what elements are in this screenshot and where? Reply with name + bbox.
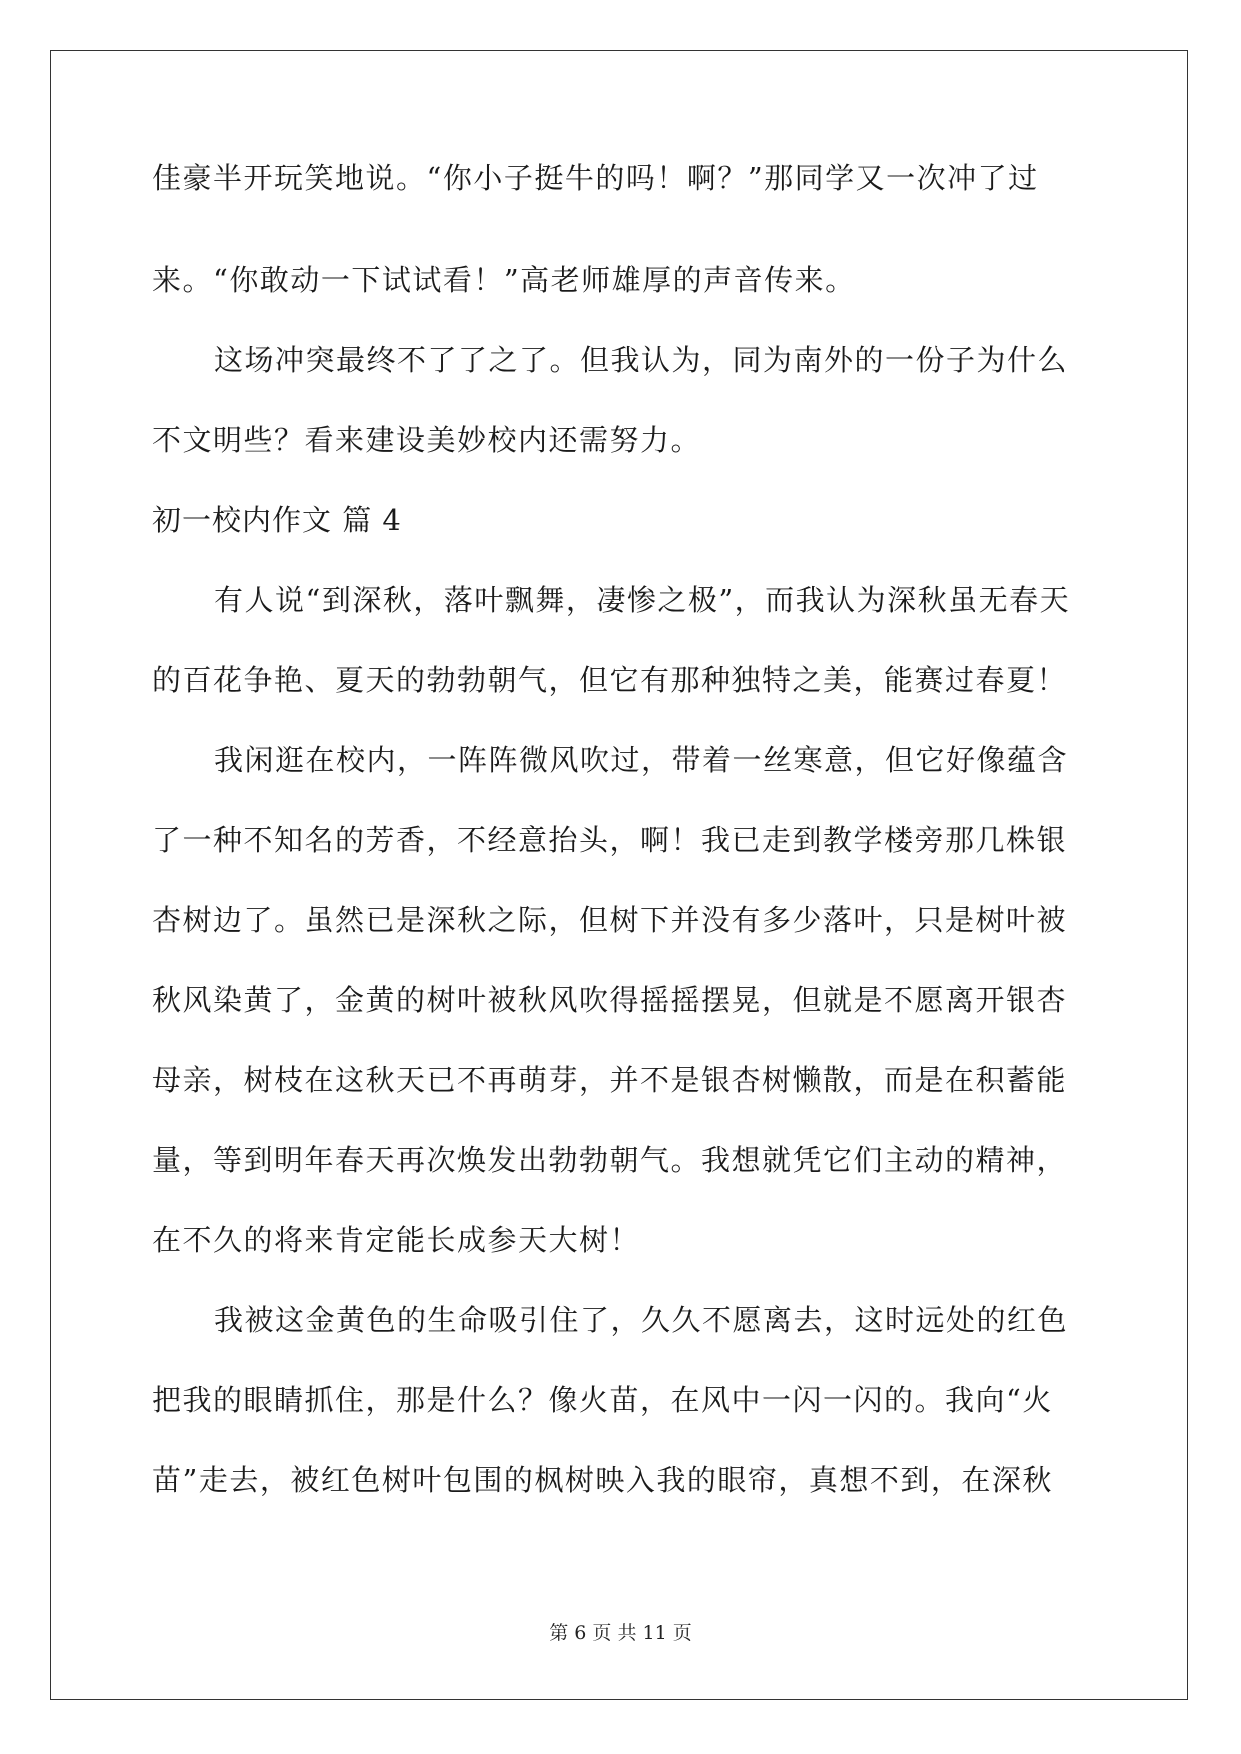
page-footer: 第 6 页 共 11 页: [549, 1622, 692, 1644]
paragraph-line: 苗”走去，被红色树叶包围的枫树映入我的眼帘，真想不到，在深秋: [152, 1463, 1053, 1497]
paragraph-line: 量，等到明年春天再次焕发出勃勃朝气。我想就凭它们主动的精神，: [152, 1143, 1068, 1177]
paragraph-line: 我被这金黄色的生命吸引住了，久久不愿离去，这时远处的红色: [214, 1303, 1069, 1337]
paragraph-line: 母亲，树枝在这秋天已不再萌芽，并不是银杏树懒散，而是在积蓄能: [152, 1063, 1068, 1097]
paragraph-line: 这场冲突最终不了了之了。但我认为，同为南外的一份子为什么: [214, 343, 1069, 377]
section-heading: 初一校内作文 篇 4: [152, 503, 402, 537]
paragraph-line: 的百花争艳、夏天的勃勃朝气，但它有那种独特之美，能赛过春夏！: [152, 663, 1068, 697]
paragraph-line: 在不久的将来肯定能长成参天大树！: [152, 1223, 641, 1257]
paragraph-line: 秋风染黄了，金黄的树叶被秋风吹得摇摇摆晃，但就是不愿离开银杏: [152, 983, 1068, 1017]
paragraph-line: 佳豪半开玩笑地说。“你小子挺牛的吗！啊？”那同学又一次冲了过: [152, 161, 1039, 195]
paragraph-line: 不文明些？看来建设美妙校内还需努力。: [152, 423, 702, 457]
paragraph-line: 把我的眼睛抓住，那是什么？像火苗，在风中一闪一闪的。我向“火: [152, 1383, 1053, 1417]
document-body: [152, 160, 1092, 1520]
paragraph-line: 杏树边了。虽然已是深秋之际，但树下并没有多少落叶，只是树叶被: [152, 903, 1068, 937]
paragraph-line: 我闲逛在校内，一阵阵微风吹过，带着一丝寒意，但它好像蕴含: [214, 743, 1069, 777]
paragraph-line: 有人说“到深秋，落叶飘舞，凄惨之极”，而我认为深秋虽无春天: [214, 583, 1071, 617]
paragraph-line: 来。“你敢动一下试试看！”高老师雄厚的声音传来。: [152, 263, 856, 297]
paragraph-line: 了一种不知名的芳香，不经意抬头，啊！我已走到教学楼旁那几株银: [152, 823, 1068, 857]
